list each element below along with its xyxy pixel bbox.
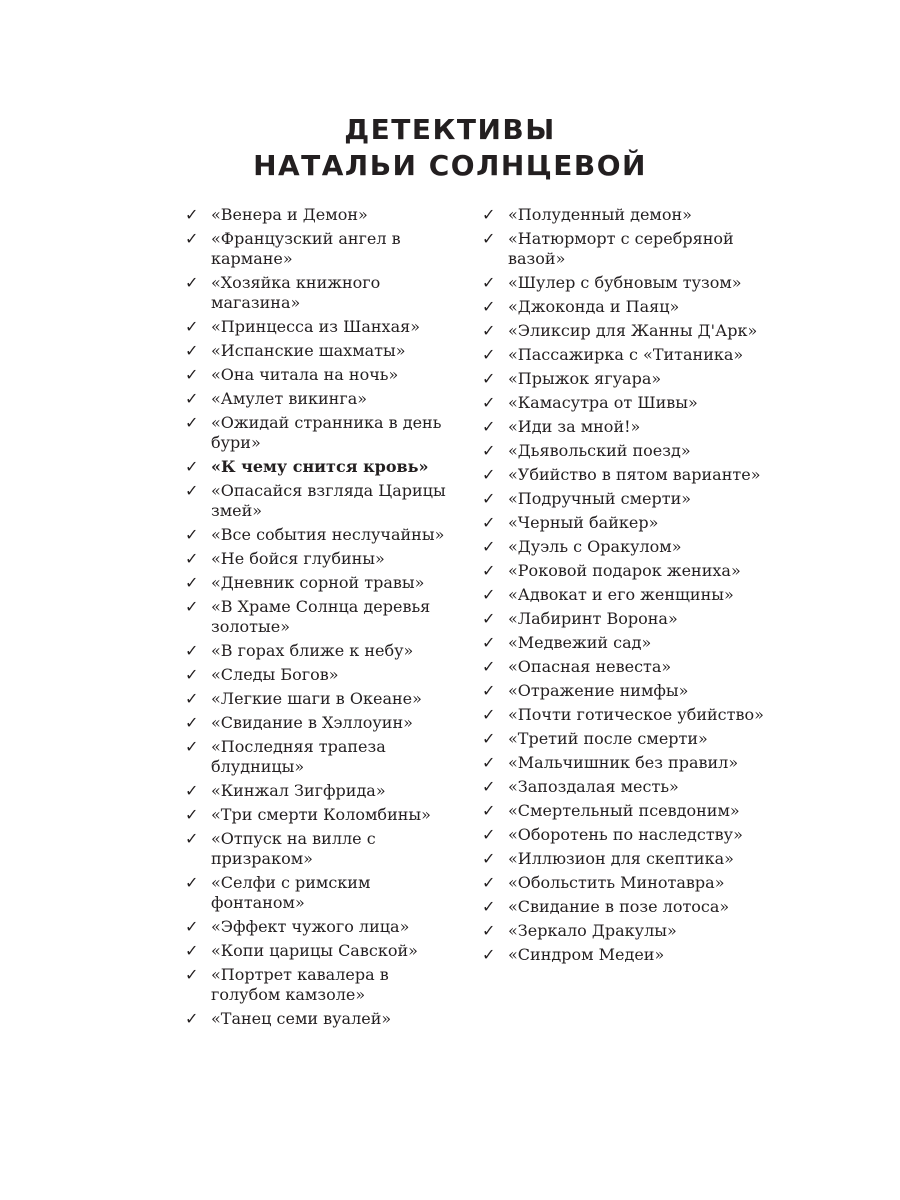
check-icon: ✓: [185, 917, 199, 936]
check-icon: ✓: [482, 465, 496, 484]
check-icon: ✓: [482, 229, 496, 248]
book-title: «Шулер с бубновым тузом»: [508, 273, 742, 292]
check-icon: ✓: [185, 713, 199, 732]
book-list-item: [482, 537, 772, 557]
check-icon: ✓: [482, 897, 496, 916]
check-icon: ✓: [482, 369, 496, 388]
book-list-item: [185, 805, 460, 825]
book-list-item: [482, 393, 772, 413]
check-icon: ✓: [185, 689, 199, 708]
book-list-item: [185, 829, 460, 869]
book-list-item: [482, 705, 772, 725]
book-title: «Танец семи вуалей»: [211, 1009, 392, 1028]
check-icon: ✓: [482, 945, 496, 964]
check-icon: ✓: [482, 825, 496, 844]
book-title: «Селфи с римским фонтаном»: [211, 873, 371, 912]
book-list-right-column: [482, 205, 772, 969]
book-title: «Испанские шахматы»: [211, 341, 406, 360]
title-line-1: ДЕТЕКТИВЫ: [344, 113, 556, 146]
book-list-item: [185, 389, 460, 409]
book-title: «Эффект чужого лица»: [211, 917, 410, 936]
book-title: «Джоконда и Паяц»: [508, 297, 680, 316]
book-list-item: [185, 229, 460, 269]
book-title: «Обольстить Минотавра»: [508, 873, 725, 892]
book-title: «Третий после смерти»: [508, 729, 708, 748]
book-list-item: [482, 825, 772, 845]
check-icon: ✓: [482, 321, 496, 340]
book-title: «Отражение нимфы»: [508, 681, 689, 700]
book-title: «Последняя трапеза блудницы»: [211, 737, 386, 776]
book-title: «Натюрморт с серебряной вазой»: [508, 229, 734, 268]
book-list-item: [482, 205, 772, 225]
book-list-item: [185, 873, 460, 913]
check-icon: ✓: [482, 801, 496, 820]
book-title: «Не бойся глубины»: [211, 549, 385, 568]
check-icon: ✓: [482, 513, 496, 532]
check-icon: ✓: [482, 753, 496, 772]
book-title: «Полуденный демон»: [508, 205, 692, 224]
book-list-item: [185, 965, 460, 1005]
check-icon: ✓: [185, 641, 199, 660]
check-icon: ✓: [185, 665, 199, 684]
book-list-item: [185, 689, 460, 709]
page-title: [0, 112, 900, 184]
book-title: «Почти готическое убийство»: [508, 705, 764, 724]
book-list-item: [482, 849, 772, 869]
book-title: «Опасная невеста»: [508, 657, 672, 676]
book-title: «Копи царицы Савской»: [211, 941, 418, 960]
book-title: «Медвежий сад»: [508, 633, 652, 652]
check-icon: ✓: [185, 965, 199, 984]
book-title: «Прыжок ягуара»: [508, 369, 662, 388]
book-list-item: [482, 561, 772, 581]
check-icon: ✓: [482, 873, 496, 892]
book-list-item: [482, 945, 772, 965]
book-list-item: [482, 345, 772, 365]
book-title: «Кинжал Зигфрида»: [211, 781, 386, 800]
book-list-item: [482, 681, 772, 701]
book-list-item: [482, 369, 772, 389]
book-list-item: [482, 273, 772, 293]
book-title: «Подручный смерти»: [508, 489, 692, 508]
book-list-item: [185, 917, 460, 937]
check-icon: ✓: [482, 705, 496, 724]
book-title: «Амулет викинга»: [211, 389, 368, 408]
book-title: «Легкие шаги в Океане»: [211, 689, 422, 708]
book-list-item: [482, 801, 772, 821]
book-list-item: [185, 1009, 460, 1029]
check-icon: ✓: [482, 205, 496, 224]
book-list-item: [185, 665, 460, 685]
check-icon: ✓: [185, 525, 199, 544]
book-title: «Пассажирка с «Титаника»: [508, 345, 744, 364]
check-icon: ✓: [185, 549, 199, 568]
book-title: «Опасайся взгляда Царицы змей»: [211, 481, 446, 520]
book-list-item: [482, 633, 772, 653]
book-title: «В Храме Солнца деревья золотые»: [211, 597, 431, 636]
check-icon: ✓: [482, 657, 496, 676]
book-list-item: [482, 489, 772, 509]
book-list-item: [482, 873, 772, 893]
book-title: «Адвокат и его женщины»: [508, 585, 734, 604]
book-title: «Свидание в Хэллоуин»: [211, 713, 413, 732]
book-list-item: [482, 465, 772, 485]
check-icon: ✓: [185, 873, 199, 892]
book-list-left-column: [185, 205, 460, 1033]
check-icon: ✓: [185, 597, 199, 616]
book-list-item: [185, 549, 460, 569]
check-icon: ✓: [185, 737, 199, 756]
book-title: «Мальчишник без правил»: [508, 753, 739, 772]
book-list-item: [185, 317, 460, 337]
book-list-item: [482, 657, 772, 677]
check-icon: ✓: [185, 317, 199, 336]
book-list-item: [185, 713, 460, 733]
check-icon: ✓: [482, 345, 496, 364]
book-title: «Ожидай странника в день бури»: [211, 413, 442, 452]
book-title: «Свидание в позе лотоса»: [508, 897, 730, 916]
book-list-item: [185, 941, 460, 961]
check-icon: ✓: [185, 365, 199, 384]
book-list-item: [482, 585, 772, 605]
check-icon: ✓: [482, 417, 496, 436]
check-icon: ✓: [185, 805, 199, 824]
book-list-item: [482, 609, 772, 629]
book-list-item: [185, 273, 460, 313]
book-title: «Иллюзион для скептика»: [508, 849, 734, 868]
check-icon: ✓: [482, 297, 496, 316]
book-list-item: [185, 365, 460, 385]
book-title: «Эликсир для Жанны Д'Арк»: [508, 321, 758, 340]
check-icon: ✓: [185, 389, 199, 408]
check-icon: ✓: [185, 205, 199, 224]
check-icon: ✓: [482, 273, 496, 292]
check-icon: ✓: [185, 781, 199, 800]
check-icon: ✓: [482, 729, 496, 748]
book-list-item: [185, 205, 460, 225]
check-icon: ✓: [482, 609, 496, 628]
check-icon: ✓: [185, 941, 199, 960]
check-icon: ✓: [482, 849, 496, 868]
book-list-item: [482, 777, 772, 797]
book-title: «Иди за мной!»: [508, 417, 641, 436]
book-title: «Оборотень по наследству»: [508, 825, 743, 844]
book-title: «Следы Богов»: [211, 665, 339, 684]
book-list-item: [482, 921, 772, 941]
book-title: «К чему снится кровь»: [211, 457, 429, 476]
book-list-item: [482, 229, 772, 269]
book-title: «Три смерти Коломбины»: [211, 805, 431, 824]
check-icon: ✓: [482, 681, 496, 700]
book-title: «Французский ангел в кармане»: [211, 229, 401, 268]
check-icon: ✓: [185, 1009, 199, 1028]
book-title: «Все события неслучайны»: [211, 525, 445, 544]
book-title: «Смертельный псевдоним»: [508, 801, 740, 820]
book-list-item: [482, 729, 772, 749]
book-list-item: [185, 457, 460, 477]
title-line-2: НАТАЛЬИ СОЛНЦЕВОЙ: [253, 149, 647, 182]
check-icon: ✓: [482, 489, 496, 508]
book-list-item: [482, 417, 772, 437]
book-list-item: [482, 753, 772, 773]
book-list-item: [482, 513, 772, 533]
check-icon: ✓: [482, 585, 496, 604]
book-title: «Дьявольский поезд»: [508, 441, 691, 460]
book-title: «Лабиринт Ворона»: [508, 609, 678, 628]
book-title: «Отпуск на вилле с призраком»: [211, 829, 376, 868]
book-list-item: [185, 341, 460, 361]
book-title: «Камасутра от Шивы»: [508, 393, 698, 412]
book-list-item: [482, 321, 772, 341]
check-icon: ✓: [482, 537, 496, 556]
book-title: «Принцесса из Шанхая»: [211, 317, 420, 336]
check-icon: ✓: [185, 481, 199, 500]
check-icon: ✓: [185, 413, 199, 432]
book-title: «Черный байкер»: [508, 513, 659, 532]
book-list-item: [185, 573, 460, 593]
book-title: «Убийство в пятом варианте»: [508, 465, 761, 484]
book-title: «Дневник сорной травы»: [211, 573, 425, 592]
book-list-item: [185, 641, 460, 661]
book-list-item: [185, 413, 460, 453]
book-list-item: [185, 737, 460, 777]
book-title: «Она читала на ночь»: [211, 365, 399, 384]
check-icon: ✓: [482, 921, 496, 940]
book-list-item: [185, 525, 460, 545]
book-list-item: [482, 897, 772, 917]
check-icon: ✓: [185, 457, 199, 476]
book-list-item: [482, 441, 772, 461]
book-title: «Портрет кавалера в голубом камзоле»: [211, 965, 389, 1004]
book-list-item: [185, 481, 460, 521]
book-title: «В горах ближе к небу»: [211, 641, 414, 660]
check-icon: ✓: [185, 573, 199, 592]
check-icon: ✓: [482, 777, 496, 796]
book-list-item: [482, 297, 772, 317]
book-list-item: [185, 781, 460, 801]
check-icon: ✓: [185, 341, 199, 360]
book-title: «Венера и Демон»: [211, 205, 368, 224]
check-icon: ✓: [185, 829, 199, 848]
book-title: «Зеркало Дракулы»: [508, 921, 677, 940]
book-title: «Запоздалая месть»: [508, 777, 679, 796]
book-title: «Хозяйка книжного магазина»: [211, 273, 381, 312]
book-list-item: [185, 597, 460, 637]
check-icon: ✓: [482, 633, 496, 652]
check-icon: ✓: [482, 441, 496, 460]
book-title: «Роковой подарок жениха»: [508, 561, 741, 580]
check-icon: ✓: [482, 561, 496, 580]
book-title: «Синдром Медеи»: [508, 945, 665, 964]
check-icon: ✓: [185, 273, 199, 292]
book-title: «Дуэль с Оракулом»: [508, 537, 682, 556]
check-icon: ✓: [482, 393, 496, 412]
check-icon: ✓: [185, 229, 199, 248]
